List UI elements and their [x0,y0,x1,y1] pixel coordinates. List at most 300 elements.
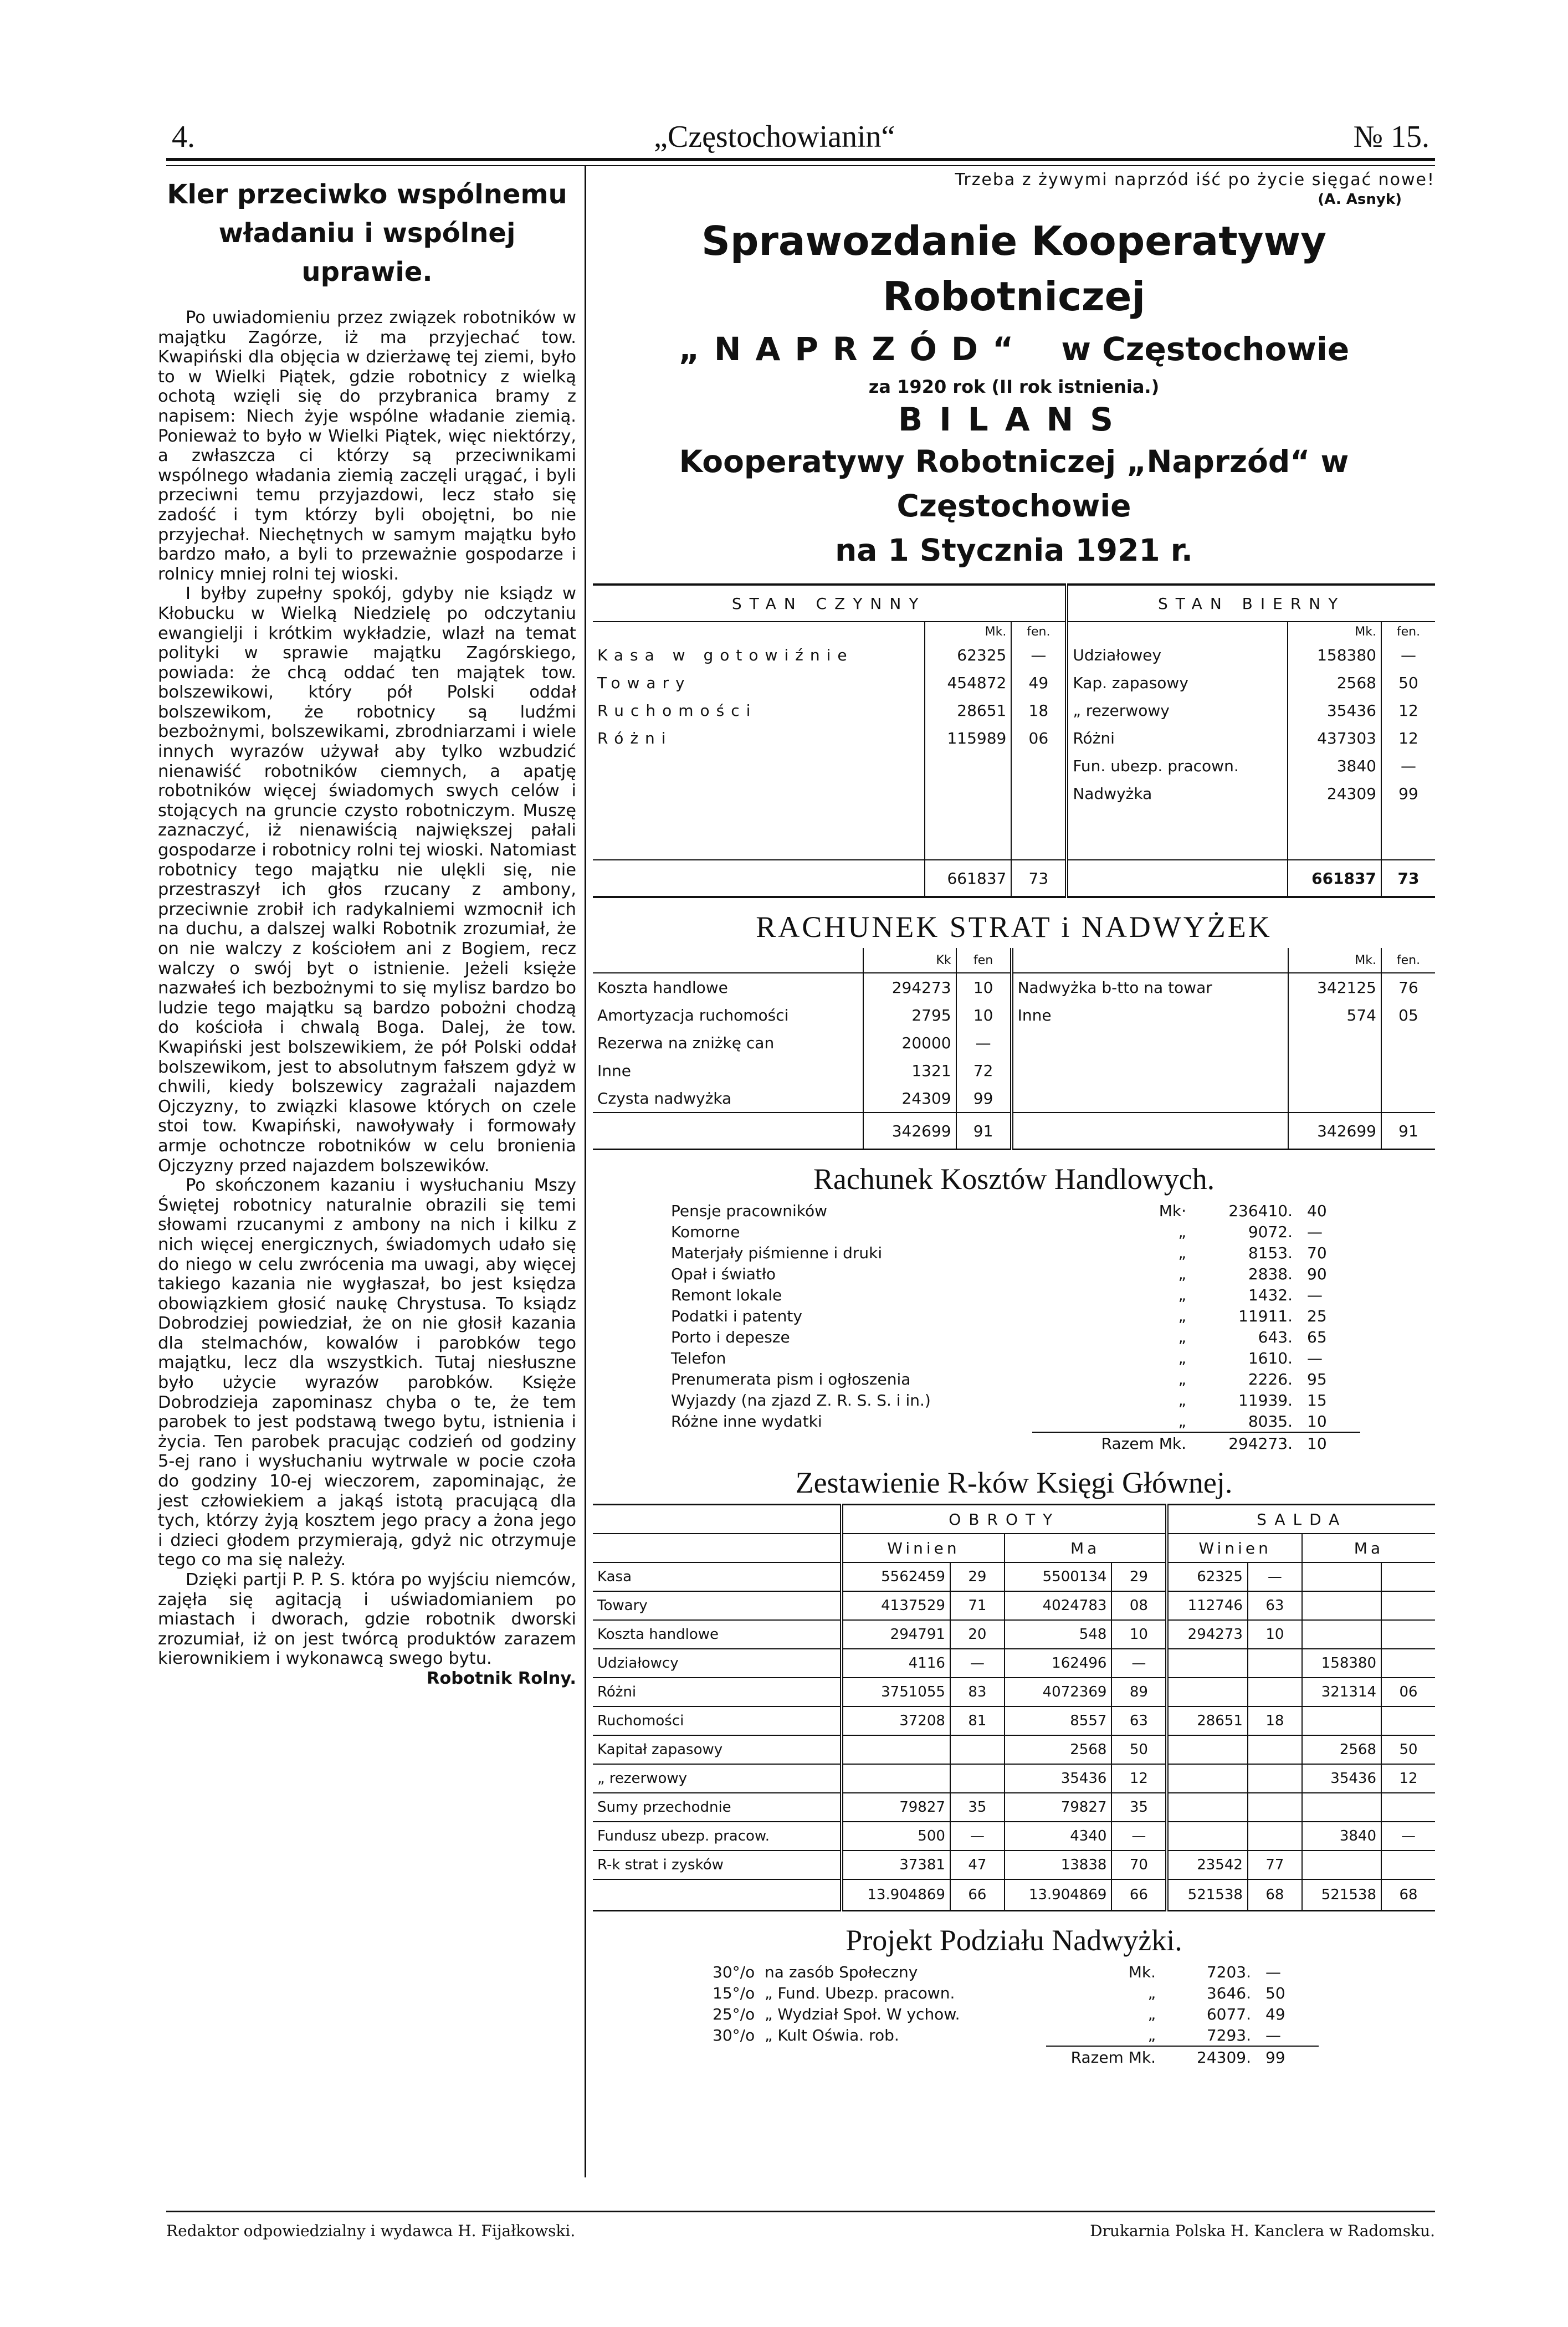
pl-right-label: Nadwyżka b-tto na towar [1012,973,1288,1001]
cost-label: Remont lokale [671,1285,782,1304]
cost-row [668,1305,1360,1326]
ledger-om: 2568 [1005,1735,1111,1764]
ledger-total-smf: 68 [1381,1879,1435,1911]
ledger-total-omf: 66 [1111,1879,1167,1911]
ledger-title: Zestawienie R-ków Księgi Głównej. [795,1466,1233,1499]
ledger-sm: 35436 [1302,1764,1381,1793]
page-number: 4. [172,120,195,154]
issue-number: № 15. [1353,120,1429,154]
cost-row [668,1368,1360,1390]
ledger-total-om: 13.904869 [1005,1879,1111,1911]
balance-left-mk: 28651 [925,696,1011,724]
ledger-ow: 37381 [842,1851,950,1879]
pl-row [593,1084,1435,1113]
ledger-swf: 63 [1248,1591,1302,1620]
cost-label: Prenumerata pism i ogłoszenia [671,1370,911,1388]
ledger-total-swf: 68 [1248,1879,1302,1911]
cost-row [668,1200,1360,1221]
costs-total: 294273. [1190,1432,1296,1454]
balance-left-label: Towary [597,673,691,692]
ledger-row [593,1620,1435,1649]
ledger-omf: 35 [1111,1793,1167,1822]
projekt-fen: 50 [1265,1983,1285,2002]
pl-left-fen: — [956,1029,1012,1057]
cost-label: Pensje pracowników [671,1201,827,1220]
ledger-swf [1248,1793,1302,1822]
balance-left-mk: 62325 [925,641,1011,669]
article-title-line2: władaniu i wspólnej uprawie. [218,218,516,288]
ledger-sm [1302,1591,1381,1620]
cost-prefix: „ [1178,1306,1186,1325]
ledger-omf: 89 [1111,1678,1167,1706]
pl-right-fen: 05 [1381,1001,1435,1029]
ledger-sw [1167,1793,1248,1822]
pl-left-total-fen: 91 [956,1113,1012,1150]
pl-left-label: Rezerwa na zniżkę can [597,1033,775,1052]
ledger-sw [1167,1764,1248,1793]
cost-fen: 70 [1307,1243,1327,1262]
projekt-fen: — [1265,1962,1281,1981]
balance-left-label: Ruchomości [597,701,757,720]
pl-left-label: Koszta handlowe [597,978,728,997]
ledger-owf [950,1735,1005,1764]
balance-right-fen: 12 [1381,724,1435,752]
cost-prefix: „ [1178,1412,1186,1431]
ledger-sm: 3840 [1302,1822,1381,1851]
article-title [158,175,576,291]
ledger-smf: 12 [1381,1764,1435,1793]
costs-table [668,1200,1360,1454]
cost-mk: 11911. [1238,1306,1293,1325]
ledger-om: 5500134 [1005,1562,1111,1591]
pl-col-fen: fen [956,948,1012,973]
ledger-label: Fundusz ubezp. pracow. [597,1828,770,1844]
projekt-mk: 7293. [1206,2026,1251,2044]
ledger-sw: 294273 [1167,1620,1248,1649]
projekt-prefix: „ [1147,1983,1156,2002]
ledger-owf: 71 [950,1591,1005,1620]
balance-right-label: Kap. zapasowy [1067,669,1288,696]
pl-left-mk: 20000 [863,1029,956,1057]
projekt-pct: 30°/o [713,1962,755,1981]
ledger-obroty-winien: Winien [842,1534,1005,1562]
ledger-swf [1248,1764,1302,1793]
balance-right-total: 661837 [1288,860,1381,897]
projekt-fen: — [1265,2026,1281,2044]
ledger-om: 548 [1005,1620,1111,1649]
ledger-row [593,1562,1435,1591]
pl-left-fen: 99 [956,1084,1012,1113]
balance-right-mk: 3840 [1288,752,1381,780]
ledger-ow: 4116 [842,1649,950,1678]
ledger-smf [1381,1649,1435,1678]
ledger-om: 4072369 [1005,1678,1111,1706]
balance-left-label: Kasa w gotowiźnie [597,645,854,664]
cost-row [668,1242,1360,1263]
cost-fen: — [1307,1349,1323,1367]
projekt-prefix: Mk. [1128,1962,1156,1981]
cost-row [668,1263,1360,1284]
ledger-owf: 35 [950,1793,1005,1822]
projekt-title: Projekt Podziału Nadwyżki. [846,1924,1182,1957]
balance-left-header: STAN CZYNNY [731,594,926,613]
cost-label: Opał i światło [671,1264,776,1283]
cost-label: Telefon [671,1349,726,1367]
balance-right-mk: 437303 [1288,724,1381,752]
balance-row [593,724,1435,752]
ledger-smf: — [1381,1822,1435,1851]
cost-row [668,1347,1360,1368]
cost-fen: 40 [1307,1201,1327,1220]
cost-fen: 10 [1307,1412,1327,1431]
pl-right-mk: 574 [1288,1001,1381,1029]
balance-right-total-fen: 73 [1381,860,1435,897]
projekt-label: „ Kult Oświa. rob. [765,2026,899,2044]
ledger-omf: 08 [1111,1591,1167,1620]
cost-prefix: „ [1178,1349,1186,1367]
bilans-subtitle-2: na 1 Stycznia 1921 r. [835,532,1193,568]
header-rule [166,158,1435,161]
ledger-owf: 29 [950,1562,1005,1591]
ledger-om: 162496 [1005,1649,1111,1678]
ledger-sm [1302,1562,1381,1591]
cost-row [668,1221,1360,1242]
projekt-prefix: „ [1147,2026,1156,2044]
balance-right-mk: 2568 [1288,669,1381,696]
cost-fen: 25 [1307,1306,1327,1325]
pl-row [593,1029,1435,1057]
ledger-sm [1302,1851,1381,1879]
pl-left-label: Inne [597,1061,631,1080]
balance-right-label: Fun. ubezp. pracown. [1067,752,1288,780]
ledger-row [593,1764,1435,1793]
costs-total-label: Razem Mk. [1032,1432,1190,1454]
cost-mk: 1610. [1248,1349,1293,1367]
ledger-ow: 3751055 [842,1678,950,1706]
pl-right-label: Inne [1012,1001,1288,1029]
balance-row [593,696,1435,724]
ledger-sw [1167,1822,1248,1851]
balance-left-total-fen: 73 [1011,860,1067,897]
col-mk: Mk. [925,622,1011,641]
cost-label: Porto i depesze [671,1327,790,1346]
ledger-om: 4024783 [1005,1591,1111,1620]
ledger-smf [1381,1591,1435,1620]
ledger-owf: 20 [950,1620,1005,1649]
ledger-omf: — [1111,1822,1167,1851]
pl-left-fen: 10 [956,973,1012,1001]
pl-left-mk: 2795 [863,1001,956,1029]
ledger-omf: 12 [1111,1764,1167,1793]
ledger-om: 4340 [1005,1822,1111,1851]
pl-right-mk: 342125 [1288,973,1381,1001]
balance-left-fen: — [1011,641,1067,669]
balance-right-fen: — [1381,641,1435,669]
ledger-row [593,1822,1435,1851]
ledger-omf: 63 [1111,1706,1167,1735]
balance-right-mk: 158380 [1288,641,1381,669]
ledger-row [593,1793,1435,1822]
balance-left-fen: 49 [1011,669,1067,696]
ledger-smf [1381,1562,1435,1591]
ledger-sm: 321314 [1302,1678,1381,1706]
ledger-omf: 50 [1111,1735,1167,1764]
ledger-ow: 4137529 [842,1591,950,1620]
report-year: za 1920 rok (II rok istnienia.) [868,376,1160,397]
balance-right-header: STAN BIERNY [1067,585,1435,622]
cost-mk: 8153. [1248,1243,1293,1262]
pl-row [593,1001,1435,1029]
ledger-swf: 10 [1248,1620,1302,1649]
ledger-total-ow: 13.904869 [842,1879,950,1911]
projekt-pct: 25°/o [713,2005,755,2023]
projekt-row [709,1961,1319,1982]
header-rule-thin [166,165,1435,166]
projekt-mk: 3646. [1206,1983,1251,2002]
ledger-label: Udziałowcy [597,1655,679,1672]
balance-right-label: Udziałowey [1067,641,1288,669]
pl-left-label: Amortyzacja ruchomości [597,1006,789,1024]
page-header [166,119,1435,158]
ledger-total-sw: 521538 [1167,1879,1248,1911]
cost-mk: 2226. [1248,1370,1293,1388]
projekt-pct: 30°/o [713,2026,755,2044]
ledger-owf: — [950,1822,1005,1851]
ledger-row [593,1735,1435,1764]
pl-right-fen: 76 [1381,973,1435,1001]
ledger-row [593,1678,1435,1706]
cooperative-city: w Częstochowie [1061,330,1350,368]
cost-label: Wyjazdy (na zjazd Z. R. S. S. i in.) [671,1391,931,1409]
article-column [158,172,576,1689]
ledger-salda: SALDA [1167,1505,1435,1534]
cost-row [668,1390,1360,1411]
projekt-total-fen: 99 [1254,2046,1319,2068]
cost-prefix: „ [1178,1243,1186,1262]
cost-prefix: „ [1178,1391,1186,1409]
cost-mk: 1432. [1248,1285,1293,1304]
ledger-smf [1381,1851,1435,1879]
column-divider [585,166,586,2177]
ledger-ow: 500 [842,1822,950,1851]
ledger-ow: 79827 [842,1793,950,1822]
ledger-omf: 29 [1111,1562,1167,1591]
cost-fen: — [1307,1285,1323,1304]
balance-right-label: „ rezerwowy [1067,696,1288,724]
newspaper-title: „Częstochowianin“ [654,120,895,154]
article-paragraph: I byłby zupełny spokój, gdyby nie ksiądz w Kłobucku w Wielką Niedzielę po odczytaniu ewangielji i krótkim wykładzie, wlazł na temat polityki w sprawie majątku Zagórskiego, powiada: że chcą oddać ten majątek tow. bolszewikowi, który pół Polski oddał bolszewikom, że robotnicy są ludźmi bezbożnymi, bolszewikami, zbrodniarzami i wiele innych wyrazów używał aby tylko wzbudzić nienawiść robotników ciemnych, a apatję robotników więcej świadomych swych celów i stojących na gruncie czysto robotniczym. Muszę zaznaczyć, iż nienawiścią największej pałali gospodarze i robotnicy rolni tej wioski. Natomiast robotnicy tego majątku nie ulękli się, nie przestraszył ich głos rzucany z ambony, przeciwnie zrobił ich radykalniemi wzmocnił ich na duchu, a dalszej walki Robotnik zrozumiał, że on nie walczy z kościołem ani z Bogiem, recz walczy o swój byt o istnienie. Jeżeli księże nazwałeś ich bezbożnymi to się mylisz bardzo bo ludzie tego majątku są bardzo pobożni chodzą do kościoła i chwalą Boga. Dalej, że tow. Kwapiński jest bolszewikiem, że pół Polski oddał bolszewikom, jest to absolutnym fałszem gdyż w chwili, kiedy bolszewicy zagrażali najazdem Ojczyzny, to związki klasowe których on czele stoi tow. Kwapiński, nawoływały i formowały armje ochotncze robotników w celu bronienia Ojczyzny przed najazdem bolszewików. [158,584,576,1176]
col-fen: fen. [1381,622,1435,641]
ledger-sw [1167,1649,1248,1678]
cost-fen: — [1307,1222,1323,1241]
ledger-sw: 62325 [1167,1562,1248,1591]
balance-row [593,752,1435,780]
pl-left-mk: 1321 [863,1057,956,1084]
projekt-table [709,1961,1319,2068]
cost-prefix: Mk· [1159,1201,1186,1220]
pl-right-total: 342699 [1288,1113,1381,1150]
projekt-prefix: „ [1147,2005,1156,2023]
projekt-row [709,2024,1319,2046]
pl-left-fen: 72 [956,1057,1012,1084]
balance-row [593,669,1435,696]
cost-mk: 11939. [1238,1391,1293,1409]
report-title: Sprawozdanie Kooperatywy Robotniczej [701,218,1327,320]
cost-prefix: „ [1178,1370,1186,1388]
ledger-sw: 28651 [1167,1706,1248,1735]
cost-label: Materjały piśmienne i druki [671,1243,883,1262]
ledger-label: „ rezerwowy [597,1770,688,1787]
ledger-sw: 23542 [1167,1851,1248,1879]
ledger-swf [1248,1822,1302,1851]
pl-row [593,1057,1435,1084]
cost-mk: 2838. [1248,1264,1293,1283]
report-column [593,169,1435,2068]
pl-left-mk: 294273 [863,973,956,1001]
article-paragraph: Po uwiadomieniu przez związek robotników w majątku Zagórze, iż ma przyjechać tow. Kwapiński dla objęcia w dzierżawę tej ziemi, było to w Wielki Piątek, gdzie robotnicy z wielką ochotą wzięli się do przybranica bramy z napisem: Niech żyje wspólne władanie ziemią. Ponieważ to było w Wielki Piątek, więc niektórzy, a zwłaszcza ci którzy są przeciwnikami wspólnego władania ziemią zaczęli urągać, i byli przeciwni temu przyjazdowi, lecz stało się zadość i tym którzy byli obojętni, bo nie przyjechał. Niechętnych w samym majątku było bardzo mało, a byli to przeważnie gospodarze i rolnicy mniej rolni tej wioski. [158,308,576,584]
ledger-row [593,1591,1435,1620]
ledger-omf: 10 [1111,1620,1167,1649]
pl-right-total-fen: 91 [1381,1113,1435,1150]
balance-row [593,780,1435,807]
ledger-smf: 50 [1381,1735,1435,1764]
ledger-total-sm: 521538 [1302,1879,1381,1911]
motto-author: (A. Asnyk) [1318,191,1402,208]
pl-left-total: 342699 [863,1113,956,1150]
projekt-pct: 15°/o [713,1983,755,2002]
ledger-omf: 70 [1111,1851,1167,1879]
ledger-sw [1167,1735,1248,1764]
cost-fen: 95 [1307,1370,1327,1388]
balance-left-fen: 18 [1011,696,1067,724]
cost-prefix: „ [1178,1222,1186,1241]
cost-mk: 9072. [1248,1222,1293,1241]
ledger-smf [1381,1706,1435,1735]
ledger-om: 13838 [1005,1851,1111,1879]
balance-right-fen: 12 [1381,696,1435,724]
projekt-fen: 49 [1265,2005,1285,2023]
cost-row [668,1326,1360,1347]
footer-rule [166,2211,1435,2212]
cost-label: Różne inne wydatki [671,1412,822,1431]
ledger-obroty: OBROTY [842,1505,1167,1534]
article-title-line1: Kler przeciwko wspólnemu [167,179,567,210]
ledger-om: 35436 [1005,1764,1111,1793]
article-paragraph: Po skończonem kazaniu i wysłuchaniu Mszy Świętej robotnicy naturalnie obrazili się temi słowami rzucanymi z ambony na nich i kilku z nich więcej energicznych, świadomych udało się do niego w celu zwrócenia ma uwagi, aby więcej takiego kazania nie wygłaszał, bo jest księdza obowiązkiem głosić naukę Chrystusa. To ksiądz Dobrodziej powiedział, że on nie głosił kazania dla stelmachów, kowalów i parobków tego majątku, lecz dla wszystkich. Tutaj niesłuszne było użycie wyrazów parobków. Księże Dobrodzieja zapominasz chyba o te, że tem parobek to jest podstawą twego bytu, istnienia i życia. Ten parobek pracując codzień od godziny 5-ej rano i wysłuchaniu wytrwale w pocie czoła do godziny 10-ej wieczorem, zapominając, że jest człowiekiem a jakąś istotą pracującą dla tych, którzy żyją kosztem jego pracy a żona jego i dzieci głodem przymierają, gdyż nic otrzymuje tego co ma się należy. [158,1176,576,1570]
balance-row [593,641,1435,669]
ledger-table [593,1504,1435,1911]
ledger-sm [1302,1793,1381,1822]
motto: Trzeba z żywymi naprzód iść po życie sięgać nowe! [955,170,1435,189]
ledger-label: Towary [597,1597,648,1614]
ledger-label: Różni [597,1684,637,1700]
pl-left-mk: 24309 [863,1084,956,1113]
pl-left-label: Czysta nadwyżka [597,1089,732,1108]
ledger-label: Ruchomości [597,1713,684,1729]
balance-left-mk: 454872 [925,669,1011,696]
col-fen: fen. [1011,622,1067,641]
ledger-label: R-k strat i zysków [597,1857,724,1873]
balance-right-fen: 99 [1381,780,1435,807]
ledger-total-owf: 66 [950,1879,1005,1911]
ledger-swf: 18 [1248,1706,1302,1735]
costs-title: Rachunek Kosztów Handlowych. [813,1162,1215,1196]
bilans-subtitle-1: Kooperatywy Robotniczej „Naprzód“ w Częstochowie [679,444,1349,524]
cost-label: Komorne [671,1222,740,1241]
ledger-ow: 37208 [842,1706,950,1735]
projekt-mk: 7203. [1206,1962,1251,1981]
ledger-label: Koszta handlowe [597,1626,719,1643]
balance-right-fen: — [1381,752,1435,780]
pl-col-mk: Kk [863,948,956,973]
projekt-label: „ Fund. Ubezp. pracown. [765,1983,955,2002]
balance-left-mk: 115989 [925,724,1011,752]
article-paragraph: Dzięki partji P. P. S. która po wyjściu niemców, zajęła się agitacją i uświadomianiem po miastach i dworach, gdzie robotnik dworski zrozumiał, iż on jest twórcą produktów zarazem kierownikiem i wykonawcą swego bytu. [158,1570,576,1669]
balance-right-mk: 24309 [1288,780,1381,807]
profit-loss-table [593,948,1435,1150]
ledger-swf [1248,1678,1302,1706]
ledger-smf: 06 [1381,1678,1435,1706]
cost-prefix: „ [1178,1285,1186,1304]
ledger-smf [1381,1793,1435,1822]
projekt-row [709,2003,1319,2024]
footer-editor: Redaktor odpowiedzialny i wydawca H. Fijałkowski. [166,2222,576,2240]
cost-fen: 90 [1307,1264,1327,1283]
ledger-row [593,1851,1435,1879]
ledger-label: Kapitał zapasowy [597,1741,723,1758]
ledger-obroty-ma: Ma [1005,1534,1167,1562]
balance-right-label: Różni [1067,724,1288,752]
ledger-ow: 294791 [842,1620,950,1649]
balance-right-fen: 50 [1381,669,1435,696]
pl-col-fen-right: fen. [1381,948,1435,973]
ledger-swf [1248,1735,1302,1764]
ledger-omf: — [1111,1649,1167,1678]
cost-prefix: „ [1178,1264,1186,1283]
ledger-sm: 2568 [1302,1735,1381,1764]
ledger-owf: 47 [950,1851,1005,1879]
bilans-heading: BILANS [898,401,1130,438]
projekt-mk: 6077. [1206,2005,1251,2023]
pl-col-mk-right: Mk. [1288,948,1381,973]
pl-left-fen: 10 [956,1001,1012,1029]
balance-table [593,583,1435,898]
cooperative-name-line [593,324,1435,374]
cost-mk: 8035. [1248,1412,1293,1431]
ledger-label: Kasa [597,1569,632,1585]
projekt-label: „ Wydział Społ. W ychow. [765,2005,960,2023]
footer-printer: Drukarnia Polska H. Kanclera w Radomsku. [1090,2222,1435,2240]
ledger-sm: 158380 [1302,1649,1381,1678]
balance-right-mk: 35436 [1288,696,1381,724]
ledger-sm [1302,1706,1381,1735]
balance-right-label: Nadwyżka [1067,780,1288,807]
pl-row [593,973,1435,1001]
ledger-owf: 83 [950,1678,1005,1706]
projekt-total: 24309. [1159,2046,1254,2068]
cost-label: Podatki i patenty [671,1306,802,1325]
ledger-ow [842,1735,950,1764]
projekt-total-label: Razem Mk. [1046,2046,1159,2068]
cost-fen: 15 [1307,1391,1327,1409]
ledger-owf [950,1764,1005,1793]
ledger-salda-ma: Ma [1302,1534,1435,1562]
ledger-swf: 77 [1248,1851,1302,1879]
ledger-swf [1248,1649,1302,1678]
col-mk: Mk. [1288,622,1381,641]
projekt-label: na zasób Społeczny [765,1962,918,1981]
ledger-om: 8557 [1005,1706,1111,1735]
